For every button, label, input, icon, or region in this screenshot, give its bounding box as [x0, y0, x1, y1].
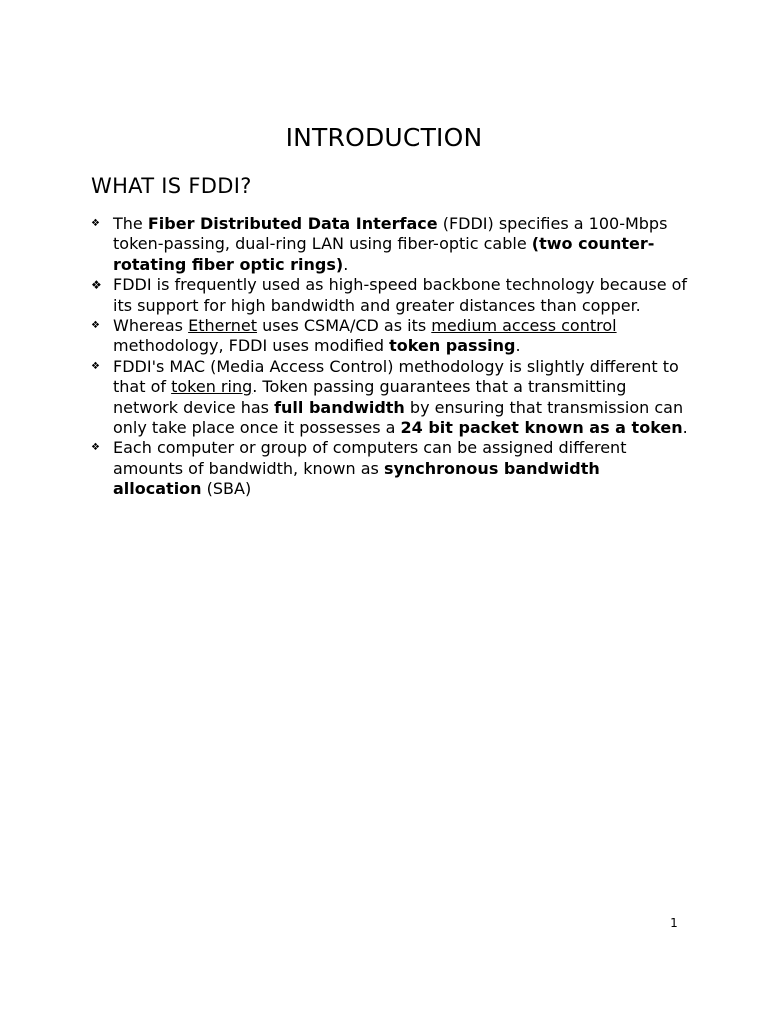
text-run: Each computer or group of computers can be assigned different amounts of bandwidth, known as — [113, 438, 627, 478]
bold-term: full bandwidth — [274, 397, 405, 417]
text-run: . — [343, 254, 349, 274]
text-run: . — [682, 418, 688, 438]
bold-term: synchronous bandwidth allocation — [113, 458, 600, 499]
list-item — [91, 438, 691, 499]
bold-term: Fiber Distributed Data Interface — [147, 214, 438, 233]
diamond-bullet-icon: ❖ — [91, 360, 100, 372]
list-item — [91, 214, 691, 275]
bold-term: 24 bit packet known as a token — [400, 418, 683, 438]
diamond-bullet-icon: ❖ — [91, 442, 100, 454]
bold-term: token passing — [389, 336, 516, 356]
text-run: FDDI's MAC (Media Access Control) methodology is slightly different to that of — [113, 356, 679, 397]
medium-access-control-link[interactable]: medium access control — [431, 316, 617, 336]
diamond-bullet-icon: ❖ — [91, 278, 102, 293]
text-run: . — [515, 336, 521, 356]
text-run: FDDI is frequently used as high-speed backbone technology because of its support for high bandwidth and greater distances than copper. — [113, 275, 688, 315]
list-item — [91, 357, 691, 439]
section-heading: WHAT IS FDDI? — [91, 174, 252, 198]
text-run: uses CSMA/CD as its — [257, 316, 432, 336]
token-ring-link[interactable]: token ring — [171, 377, 253, 397]
page-number: 1 — [670, 916, 678, 930]
list-item — [91, 275, 691, 316]
text-run: . Token passing guarantees that a transmitting network device has — [113, 377, 627, 417]
bullet-list — [91, 214, 691, 500]
ethernet-link[interactable]: Ethernet — [188, 316, 258, 336]
diamond-bullet-icon: ❖ — [91, 320, 100, 332]
list-item — [91, 316, 691, 357]
diamond-bullet-icon: ❖ — [91, 218, 100, 229]
bold-term: (two counter-rotating fiber optic rings) — [113, 234, 655, 274]
text-run: Whereas — [113, 316, 189, 336]
text-run: (FDDI) specifies a 100-Mbps token-passing, dual-ring LAN using fiber-optic cable — [113, 214, 668, 254]
text-run: (SBA) — [201, 479, 252, 499]
page-title: INTRODUCTION — [285, 123, 483, 152]
text-run: methodology, FDDI uses modified — [113, 336, 390, 356]
text-run: The — [113, 214, 148, 233]
text-run: by ensuring that transmission can only take place once it possesses a — [113, 397, 684, 438]
